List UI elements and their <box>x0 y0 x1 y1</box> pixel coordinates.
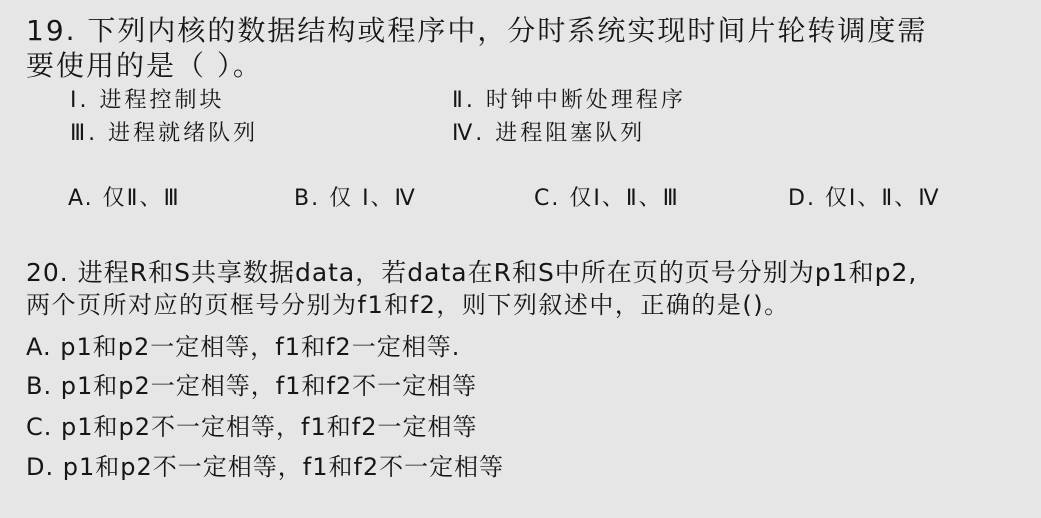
question-20-option-c: C. p1和p2不一定相等，f1和f2一定相等 <box>26 413 478 441</box>
question-20-option-b: B. p1和p2一定相等，f1和f2不一定相等 <box>26 372 478 400</box>
question-20-stem-line-2: 两个页所对应的页框号分别为f1和f2，则下列叙述中，正确的是()。 <box>26 291 790 319</box>
question-19-option-c: C. 仅Ⅰ、Ⅱ、Ⅲ <box>534 186 680 211</box>
question-20-option-d: D. p1和p2不一定相等，f1和f2不一定相等 <box>26 453 505 481</box>
question-19-stem-line-2: 要使用的是（ ）。 <box>26 49 263 82</box>
question-19-option-d: D. 仅Ⅰ、Ⅱ、Ⅳ <box>788 186 941 211</box>
question-19-option-b: B. 仅 Ⅰ、Ⅳ <box>294 186 417 211</box>
question-19-stem-line-1: 19. 下列内核的数据结构或程序中，分时系统实现时间片轮转调度需 <box>26 14 928 47</box>
question-19-item-4: Ⅳ. 进程阻塞队列 <box>452 121 646 146</box>
question-19-item-1: Ⅰ. 进程控制块 <box>70 88 225 113</box>
question-19-option-a: A. 仅Ⅱ、Ⅲ <box>68 186 181 211</box>
question-20-option-a: A. p1和p2一定相等，f1和f2一定相等. <box>26 333 461 361</box>
question-19-item-2: Ⅱ. 时钟中断处理程序 <box>452 88 686 113</box>
question-20-stem-line-1: 20. 进程R和S共享数据data，若data在R和S中所在页的页号分别为p1和p2, <box>26 258 918 287</box>
question-19-item-3: Ⅲ. 进程就绪队列 <box>70 121 259 146</box>
